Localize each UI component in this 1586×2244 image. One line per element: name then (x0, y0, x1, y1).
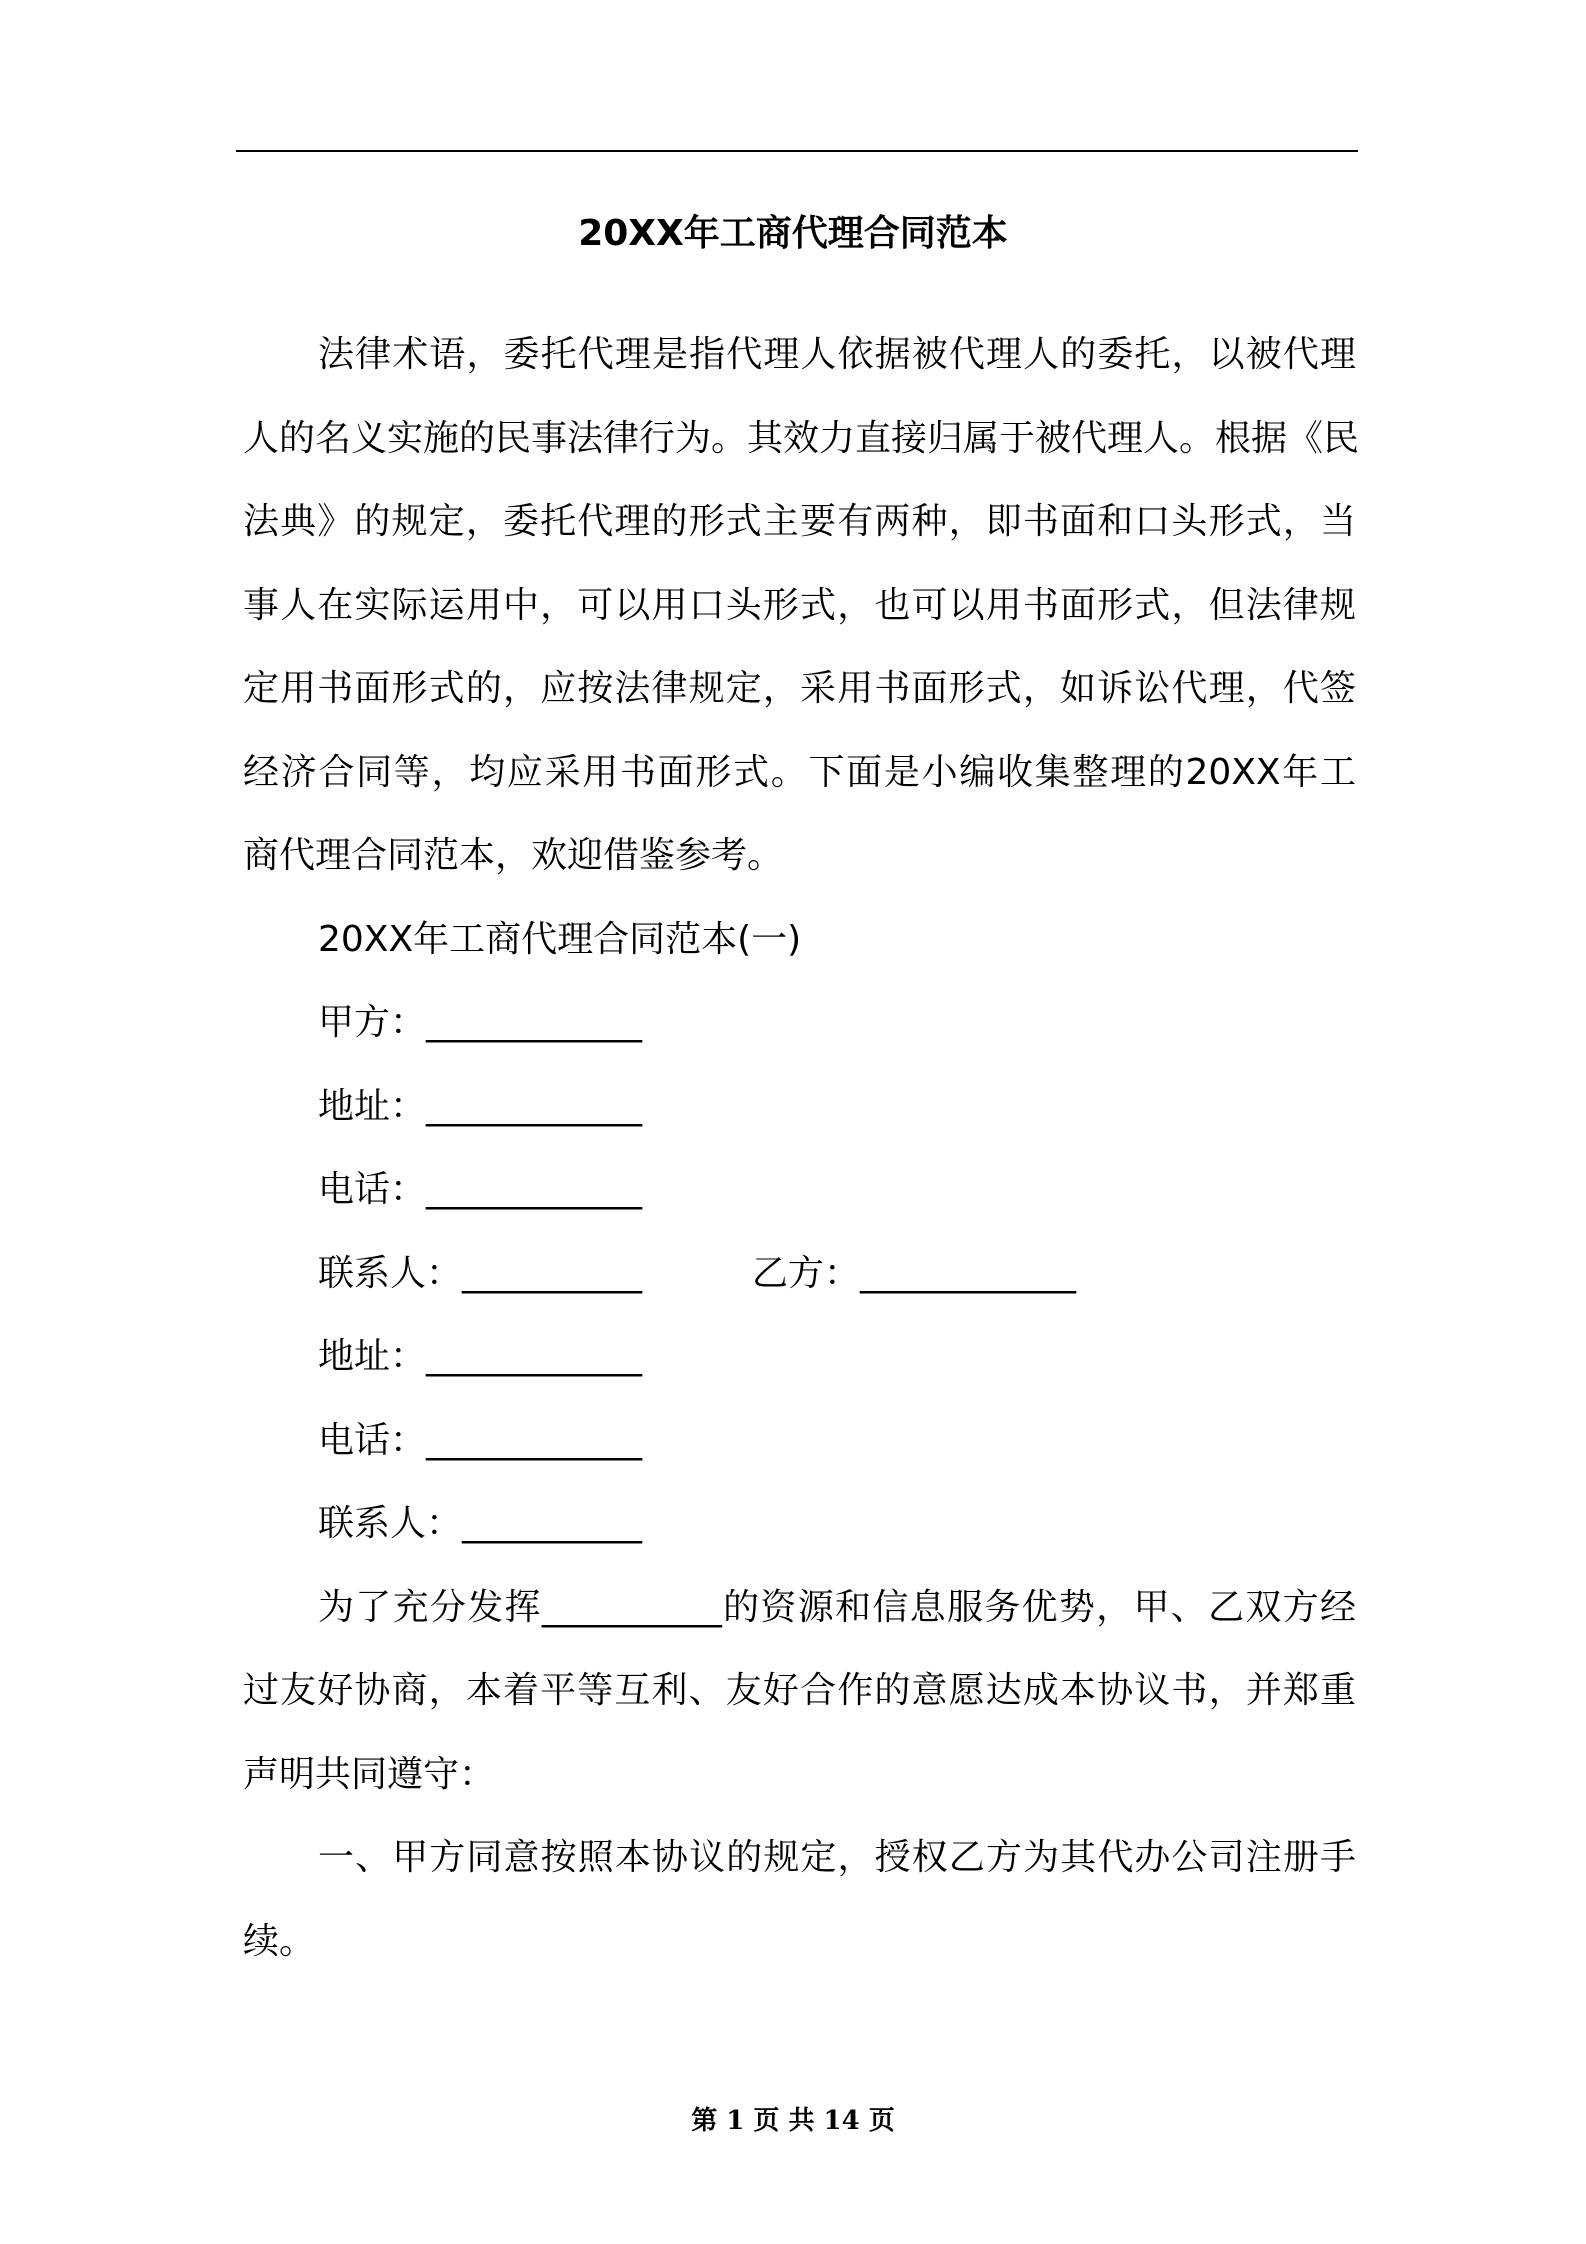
preamble-line: 过友好协商，本着平等互利、友好合作的意愿达成本协议书，并郑重 (243, 1670, 1356, 1711)
party-a-phone: 电话：____________ (318, 1169, 643, 1210)
clause-line: 续。 (243, 1920, 316, 1962)
intro-line: 法典》的规定，委托代理的形式主要有两种，即书面和口头形式，当 (243, 501, 1356, 542)
clause-line: 一、甲方同意按照本协议的规定，授权乙方为其代办公司注册手 (318, 1837, 1356, 1878)
party-b-contact: 联系人：__________ (318, 1503, 643, 1544)
party-b-phone: 电话：____________ (318, 1419, 643, 1461)
page-footer: 第 1 页 共 14 页 (691, 2106, 895, 2136)
party-a-name: 甲方：____________ (318, 1002, 643, 1043)
intro-line: 人的名义实施的民事法律行为。其效力直接归属于被代理人。根据《民 (243, 417, 1360, 459)
contact-row (243, 1232, 1356, 1316)
subheading: 20XX年工商代理合同范本(一) (318, 918, 802, 960)
intro-line: 商代理合同范本，欢迎借鉴参考。 (243, 835, 784, 876)
party-a-contact: 联系人：__________ (318, 1252, 643, 1294)
intro-line: 法律术语，委托代理是指代理人依据被代理人的委托，以被代理 (318, 334, 1356, 375)
intro-line: 事人在实际运用中，可以用口头形式，也可以用书面形式，但法律规 (243, 584, 1356, 626)
intro-line: 经济合同等，均应采用书面形式。下面是小编收集整理的20XX年工 (243, 751, 1356, 793)
party-b-address: 地址：____________ (318, 1336, 643, 1377)
party-a-address: 地址：____________ (318, 1085, 643, 1127)
party-b-name: 乙方：____________ (752, 1252, 1077, 1294)
header-rule (236, 150, 1358, 152)
document-title: 20XX年工商代理合同范本 (578, 213, 1008, 254)
intro-line: 定用书面形式的，应按法律规定，采用书面形式，如诉讼代理，代签 (243, 668, 1356, 709)
preamble-line: 为了充分发挥__________的资源和信息服务优势，甲、乙双方经 (318, 1586, 1356, 1628)
preamble-line: 声明共同遵守： (243, 1753, 496, 1795)
document-body (243, 313, 1360, 1983)
